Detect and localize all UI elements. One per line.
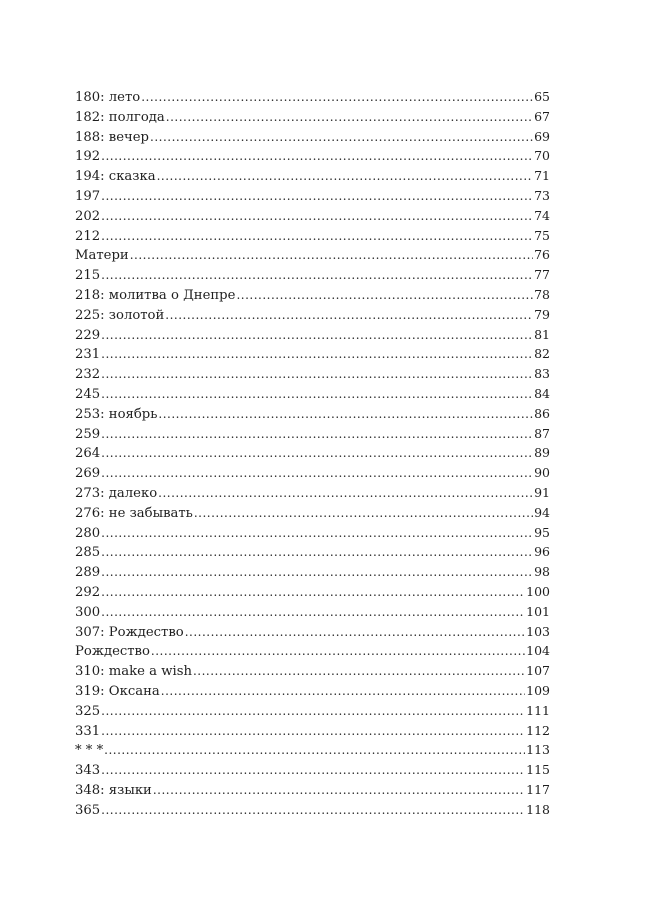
dot-leader <box>236 286 533 306</box>
toc-entry <box>75 542 550 562</box>
dot-leader <box>130 246 533 266</box>
dot-leader <box>101 761 525 781</box>
toc-entry <box>75 463 550 483</box>
entry-title: 292 <box>75 584 101 600</box>
entry-title: 259 <box>75 426 101 442</box>
dot-leader <box>101 603 525 623</box>
toc-entry <box>75 305 550 325</box>
dot-leader <box>166 108 533 128</box>
entry-page-number: 70 <box>534 148 550 164</box>
entry-page-number: 69 <box>534 128 550 144</box>
entry-page-number: 90 <box>534 465 550 481</box>
entry-page-number: 77 <box>534 267 550 283</box>
entry-page-number: 107 <box>526 663 550 679</box>
toc-entry <box>75 127 550 147</box>
toc-entry <box>75 226 550 246</box>
toc-entry <box>75 146 550 166</box>
toc-entry <box>75 325 550 345</box>
entry-page-number: 117 <box>526 781 550 797</box>
dot-leader <box>153 781 525 801</box>
dot-leader <box>101 266 533 286</box>
entry-title: 285 <box>75 545 101 561</box>
entry-page-number: 67 <box>534 108 550 124</box>
entry-title: 319: Оксана <box>75 683 160 699</box>
toc-entry <box>75 681 550 701</box>
entry-title: 310: make a wish <box>75 664 192 680</box>
toc-entry <box>75 483 550 503</box>
entry-page-number: 84 <box>534 385 550 401</box>
entry-page-number: 104 <box>526 643 550 659</box>
entry-page-number: 74 <box>534 207 550 223</box>
dot-leader <box>101 227 533 247</box>
dot-leader <box>157 167 534 187</box>
dot-leader <box>194 504 533 524</box>
dot-leader <box>104 741 525 761</box>
entry-page-number: 95 <box>534 524 550 540</box>
dot-leader <box>101 425 533 445</box>
entry-title: 300 <box>75 604 101 620</box>
toc-entry <box>75 602 550 622</box>
entry-page-number: 109 <box>526 682 550 698</box>
dot-leader <box>101 385 533 405</box>
entry-title: 273: далеко <box>75 485 158 501</box>
dot-leader <box>101 563 533 583</box>
entry-title: 325 <box>75 703 101 719</box>
dot-leader <box>101 722 525 742</box>
entry-page-number: 76 <box>534 247 550 263</box>
entry-page-number: 86 <box>534 405 550 421</box>
entry-page-number: 103 <box>526 623 550 639</box>
dot-leader <box>101 801 525 821</box>
toc-entry <box>75 186 550 206</box>
toc-entry <box>75 701 550 721</box>
table-of-contents <box>75 87 550 819</box>
entry-title: 202 <box>75 208 101 224</box>
entry-page-number: 83 <box>534 366 550 382</box>
entry-title: 331 <box>75 723 101 739</box>
entry-title: 307: Рождество <box>75 624 184 640</box>
toc-entry <box>75 503 550 523</box>
entry-title: 215 <box>75 268 101 284</box>
toc-entry <box>75 87 550 107</box>
entry-title: 264 <box>75 446 101 462</box>
dot-leader <box>193 662 525 682</box>
entry-page-number: 101 <box>526 603 550 619</box>
toc-entry <box>75 404 550 424</box>
entry-title: 197 <box>75 188 101 204</box>
toc-entry <box>75 265 550 285</box>
toc-entry <box>75 740 550 760</box>
dot-leader <box>161 682 525 702</box>
toc-entry <box>75 344 550 364</box>
dot-leader <box>101 187 533 207</box>
toc-entry <box>75 622 550 642</box>
toc-entry <box>75 443 550 463</box>
toc-entry <box>75 800 550 820</box>
entry-page-number: 81 <box>534 326 550 342</box>
entry-title: 289 <box>75 565 101 581</box>
entry-page-number: 100 <box>526 583 550 599</box>
dot-leader <box>101 444 533 464</box>
entry-title: 348: языки <box>75 782 152 798</box>
entry-title: 245 <box>75 386 101 402</box>
entry-title: 182: полгода <box>75 109 165 125</box>
toc-entry <box>75 760 550 780</box>
entry-page-number: 87 <box>534 425 550 441</box>
entry-title: 231 <box>75 347 101 363</box>
dot-leader <box>141 88 533 108</box>
toc-entry <box>75 641 550 661</box>
entry-page-number: 98 <box>534 564 550 580</box>
entry-page-number: 94 <box>534 504 550 520</box>
entry-page-number: 75 <box>534 227 550 243</box>
entry-page-number: 73 <box>534 187 550 203</box>
entry-title: 192 <box>75 149 101 165</box>
dot-leader <box>158 405 533 425</box>
dot-leader <box>185 623 525 643</box>
entry-title: Матери <box>75 248 129 264</box>
dot-leader <box>101 326 533 346</box>
toc-entry <box>75 780 550 800</box>
toc-entry <box>75 721 550 741</box>
entry-title: Рождество <box>75 644 150 660</box>
entry-page-number: 65 <box>534 89 550 104</box>
entry-title: 280 <box>75 525 101 541</box>
toc-entry <box>75 166 550 186</box>
entry-title: 225: золотой <box>75 307 165 323</box>
toc-entry <box>75 364 550 384</box>
toc-entry <box>75 245 550 265</box>
dot-leader <box>101 583 525 603</box>
entry-title: 365 <box>75 802 101 818</box>
entry-page-number: 91 <box>534 484 550 500</box>
entry-page-number: 82 <box>534 346 550 362</box>
entry-title: 253: ноябрь <box>75 406 158 422</box>
dot-leader <box>101 365 533 385</box>
dot-leader <box>101 524 533 544</box>
entry-title: 232 <box>75 367 101 383</box>
entry-title: 276: не забывать <box>75 505 193 521</box>
dot-leader <box>101 702 525 722</box>
entry-page-number: 115 <box>526 762 550 778</box>
entry-title: 188: вечер <box>75 129 149 145</box>
dot-leader <box>101 147 533 167</box>
entry-page-number: 111 <box>526 702 550 718</box>
toc-entry <box>75 661 550 681</box>
entry-title: 343 <box>75 763 101 779</box>
entry-page-number: 71 <box>534 168 550 184</box>
entry-title: 218: молитва о Днепре <box>75 287 236 303</box>
entry-title: 194: сказка <box>75 169 156 185</box>
dot-leader <box>101 207 533 227</box>
toc-entry <box>75 285 550 305</box>
dot-leader <box>101 345 533 365</box>
dot-leader <box>101 464 533 484</box>
toc-entry <box>75 107 550 127</box>
entry-page-number: 96 <box>534 544 550 560</box>
toc-entry <box>75 562 550 582</box>
dot-leader <box>151 642 525 662</box>
toc-entry <box>75 523 550 543</box>
dot-leader <box>158 484 533 504</box>
dot-leader <box>165 306 533 326</box>
entry-title: 269 <box>75 466 101 482</box>
dot-leader <box>150 128 533 148</box>
entry-page-number: 118 <box>526 801 550 817</box>
toc-entry <box>75 384 550 404</box>
entry-page-number: 112 <box>526 722 550 738</box>
toc-entry <box>75 206 550 226</box>
entry-page-number: 78 <box>534 286 550 302</box>
toc-entry <box>75 582 550 602</box>
entry-page-number: 79 <box>534 306 550 322</box>
dot-leader <box>101 543 533 563</box>
entry-page-number: 113 <box>526 742 550 758</box>
toc-entry <box>75 424 550 444</box>
entry-title: 212 <box>75 228 101 244</box>
entry-title: * * * <box>75 743 104 759</box>
entry-title: 229 <box>75 327 101 343</box>
entry-page-number: 89 <box>534 445 550 461</box>
entry-title: 180: лето <box>75 90 141 105</box>
